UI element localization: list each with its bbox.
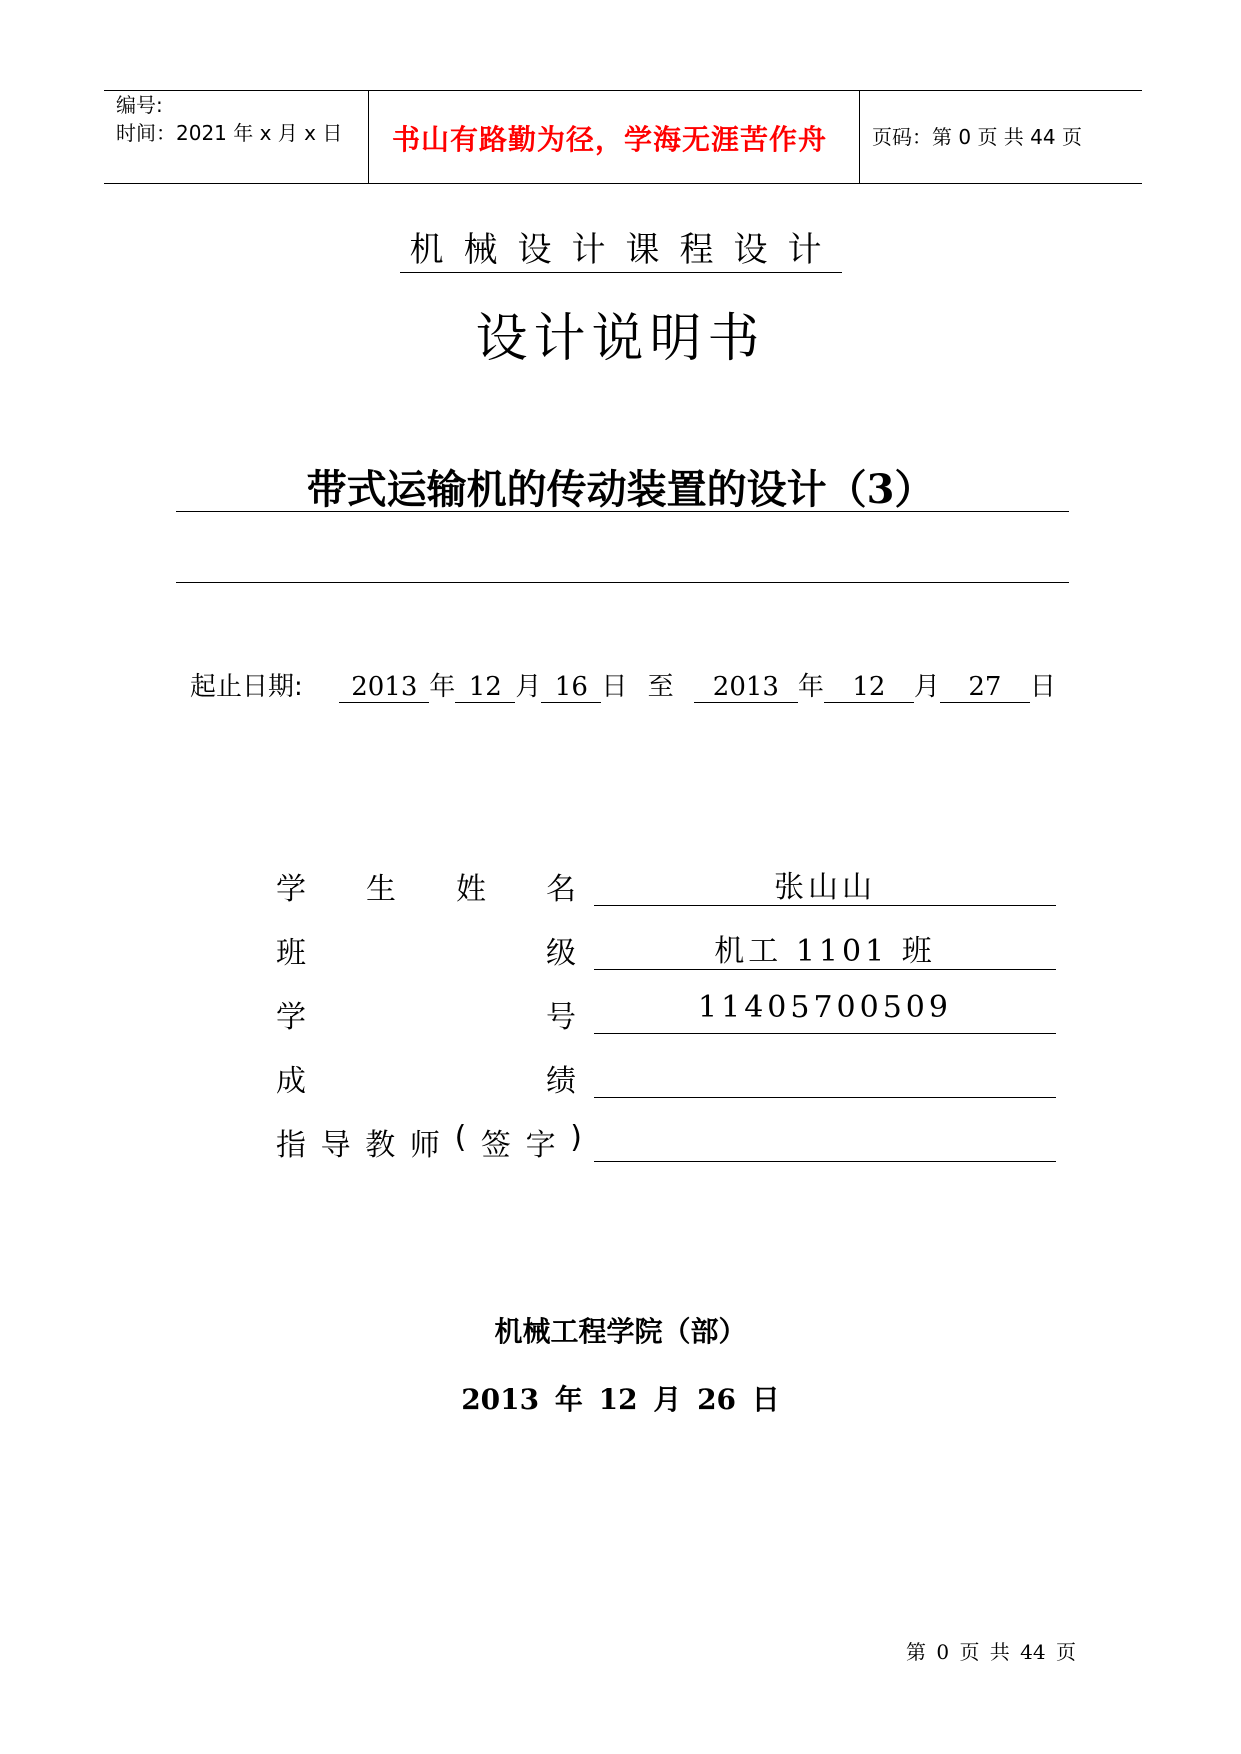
end-year-char: 年: [797, 672, 824, 702]
student-id-value: 11405700509: [698, 990, 952, 1025]
label-char: 号: [546, 1000, 576, 1035]
course-title-text: 机械设计课程设计: [400, 230, 842, 273]
start-year: 2013: [339, 672, 429, 703]
school-name: 机械工程学院（部）: [494, 1315, 747, 1348]
label-char: 指: [276, 1128, 306, 1163]
topic-title: 带式运输机的传动装置的设计（3）: [306, 466, 935, 513]
start-month-char: 月: [515, 672, 542, 702]
label-char: 字: [525, 1128, 556, 1163]
date-range-label: 起止日期:: [190, 672, 303, 702]
header-page-code: 页码：第 0 页 共 44 页: [872, 125, 1082, 149]
label-char: 学: [276, 872, 306, 907]
label-char: 名: [546, 872, 576, 907]
label-char: 学: [276, 1000, 306, 1035]
label-char: ): [570, 1120, 582, 1155]
field-label-student-name: [276, 864, 576, 908]
to-char: 至: [647, 672, 674, 702]
topic-second-line: [176, 582, 1069, 583]
start-day: 16: [541, 672, 601, 703]
label-char: 绩: [546, 1064, 576, 1099]
class-value: 机工 1101 班: [714, 934, 936, 969]
topic-underline: [176, 511, 1069, 512]
date-range: [190, 666, 1056, 703]
header-divider-right: [859, 90, 860, 183]
label-char: 签: [480, 1128, 511, 1163]
course-title: [0, 222, 1241, 271]
student-name-value: 张山山: [774, 870, 876, 905]
header-top-border: [104, 90, 1142, 91]
label-char: 成: [276, 1064, 306, 1099]
field-label-grade: [276, 1056, 576, 1100]
label-char: 班: [276, 936, 306, 971]
document-title: 设计说明书: [475, 309, 766, 369]
header-divider-left: [368, 90, 369, 183]
label-char: 师: [409, 1128, 440, 1163]
start-day-char: 日: [601, 672, 628, 702]
start-month: 12: [455, 672, 515, 703]
header-number-label: 编号:: [116, 93, 163, 117]
header-time-label: 时间：2021 年 x 月 x 日: [116, 121, 343, 145]
label-char: 级: [546, 936, 576, 971]
class-line: [594, 969, 1056, 970]
field-label-advisor-signature: [276, 1120, 582, 1164]
student-name-line: [594, 905, 1056, 906]
label-char: 生: [366, 872, 396, 907]
field-label-class: [276, 928, 576, 972]
page-footer: 第 0 页 共 44 页: [906, 1640, 1076, 1664]
label-char: 教: [365, 1128, 396, 1163]
label-char: 姓: [456, 872, 486, 907]
end-month-char: 月: [913, 672, 940, 702]
end-month: 12: [824, 672, 914, 703]
field-label-student-id: [276, 992, 576, 1036]
submission-date: 2013 年 12 月 26 日: [461, 1383, 780, 1416]
advisor-signature-line: [594, 1161, 1056, 1162]
start-year-char: 年: [429, 672, 456, 702]
end-year: 2013: [694, 672, 798, 703]
header-bottom-border: [104, 183, 1142, 184]
end-day: 27: [940, 672, 1030, 703]
header-motto: 书山有路勤为径，学海无涯苦作舟: [392, 123, 828, 156]
student-id-line: [594, 1033, 1056, 1034]
label-char: (: [454, 1120, 467, 1155]
grade-line: [594, 1097, 1056, 1098]
label-char: 导: [320, 1128, 351, 1163]
end-day-char: 日: [1029, 672, 1056, 702]
